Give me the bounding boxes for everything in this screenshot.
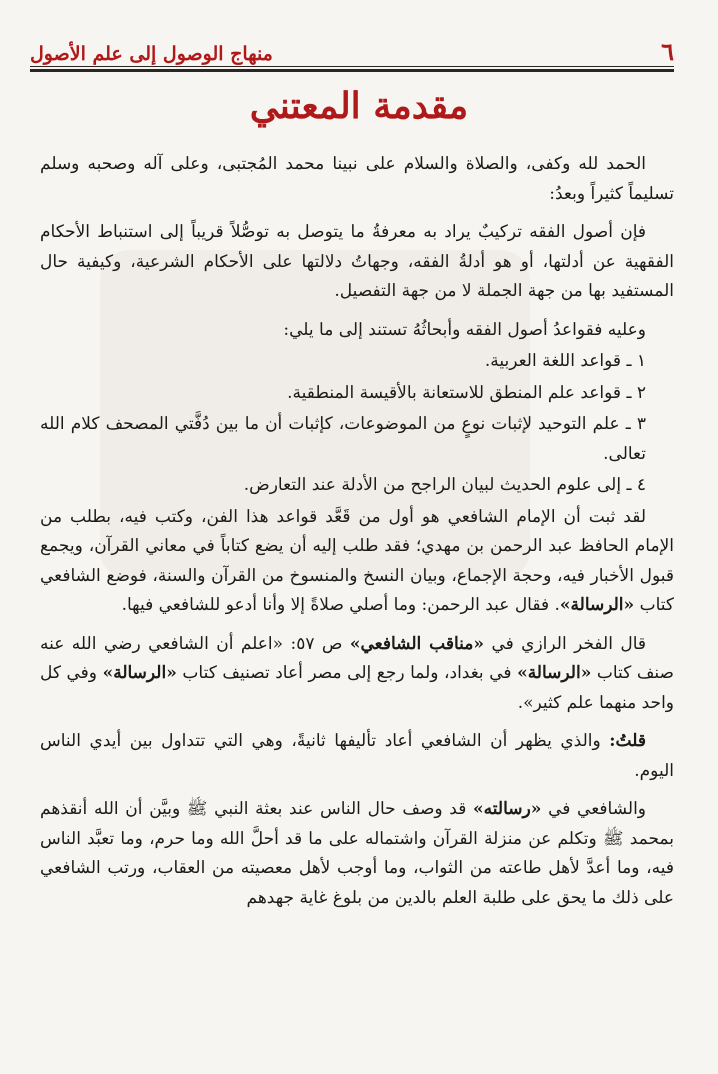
paragraph-editor-note: قلتُ: والذي يظهر أن الشافعي أعاد تأليفها ثانيةً، وهي التي تتداول بين أيدي الناس اليوم. [40,731,674,781]
list-item: ٤ ـ إلى علوم الحديث لبيان الراجح من الأدلة عند التعارض. [243,475,646,495]
paragraph-shafii-history: لقد ثبت أن الإمام الشافعي هو أول من قَعَّد قواعد هذا الفن، وكتب فيه، بطلب من الإمام الحافظ عبد الرحمن بن مهدي؛ فقد طلب إليه أن يضع كتاباً في معاني القرآن، ويجمع قبول الأخبار فيه، وحجة الإجماع، وبيان النسخ والمنسوخ من القرآن والسنة، فوضع الشافعي كتاب «الرسالة». فقال عبد الرحمن: وما أصلي صلاةً إلا وأنا أدعو للشافعي فيها. [40,506,674,615]
book-title-bold: «الرسالة» [559,595,635,615]
paragraph-razi-quote: قال الفخر الرازي في «مناقب الشافعي» ص ٥٧: «اعلم أن الشافعي رضي الله عنه صنف كتاب «الرسالة» في بغداد، ولما رجع إلى مصر أعاد تصنيف كتاب «الرسالة» وفي كل واحد منهما علم كثير». [40,633,674,713]
header-rule-thick [30,69,674,72]
book-title-bold: «مناقب الشافعي» [349,633,485,654]
page-number: ٦ [661,37,674,66]
book-title-bold: «رسالته» [473,799,542,819]
book-title-bold: «الرسالة» [517,663,592,683]
list-item: ٣ ـ علم التوحيد لإثبات نوعٍ من الموضوعات، كإثبات أن ما بين دُفَّتي المصحف كلام الله تعالى. [40,414,646,464]
list-item: ١ ـ قواعد اللغة العربية. [484,351,646,371]
paragraph-opening: الحمد لله وكفى، والصلاة والسلام على نبينا محمد المُجتبى، وعلى آله وصحبه وسلم تسليماً كثيراً وبعدُ: [40,154,674,204]
body-text [40,150,674,915]
section-title: مقدمة المعتني [249,85,469,127]
running-title: منهاج الوصول إلى علم الأصول [30,43,273,65]
list-item: ٢ ـ قواعد علم المنطق للاستعانة بالأقيسة المنطقية. [287,382,646,403]
paragraph-sources-intro: وعليه فقواعدُ أصول الفقه وأبحاثُهُ تستند إلى ما يلي: [283,319,646,340]
paragraph-risala-content: والشافعي في «رسالته» قد وصف حال الناس عند بعثة النبي ﷺ وبيَّن أن الله أنقذهم بمحمد ﷺ وتكلم عن منزلة القرآن واشتماله على ما قد أحلَّ الله وما حرم، وما تعبَّد الناس فيه، وما أعدَّ لأهل طاعته من الثواب، وما أوجب لأهل معصيته من العقاب، ورتب الشافعي على ذلك ما يحق على طلبة العلم بالدين من بلوغ غاية جهدهم [40,799,674,908]
paragraph-definition: فإن أصول الفقه تركيبٌ يراد به معرفةُ ما يتوصل به توصُّلاً قريباً إلى استنباط الأحكام الفقهية عن أدلتها، أو هو أدلةُ الفقه، وجهاتُ دلالتها على الأحكام الشرعية، وكيفية حال المستفيد بها من جهة الجملة لا من جهة التفصيل. [40,222,674,301]
editor-note-label: قلتُ: [609,731,646,751]
header-rule-thin [30,66,674,67]
page-header [30,34,674,64]
book-title-bold: «الرسالة» [102,663,177,683]
